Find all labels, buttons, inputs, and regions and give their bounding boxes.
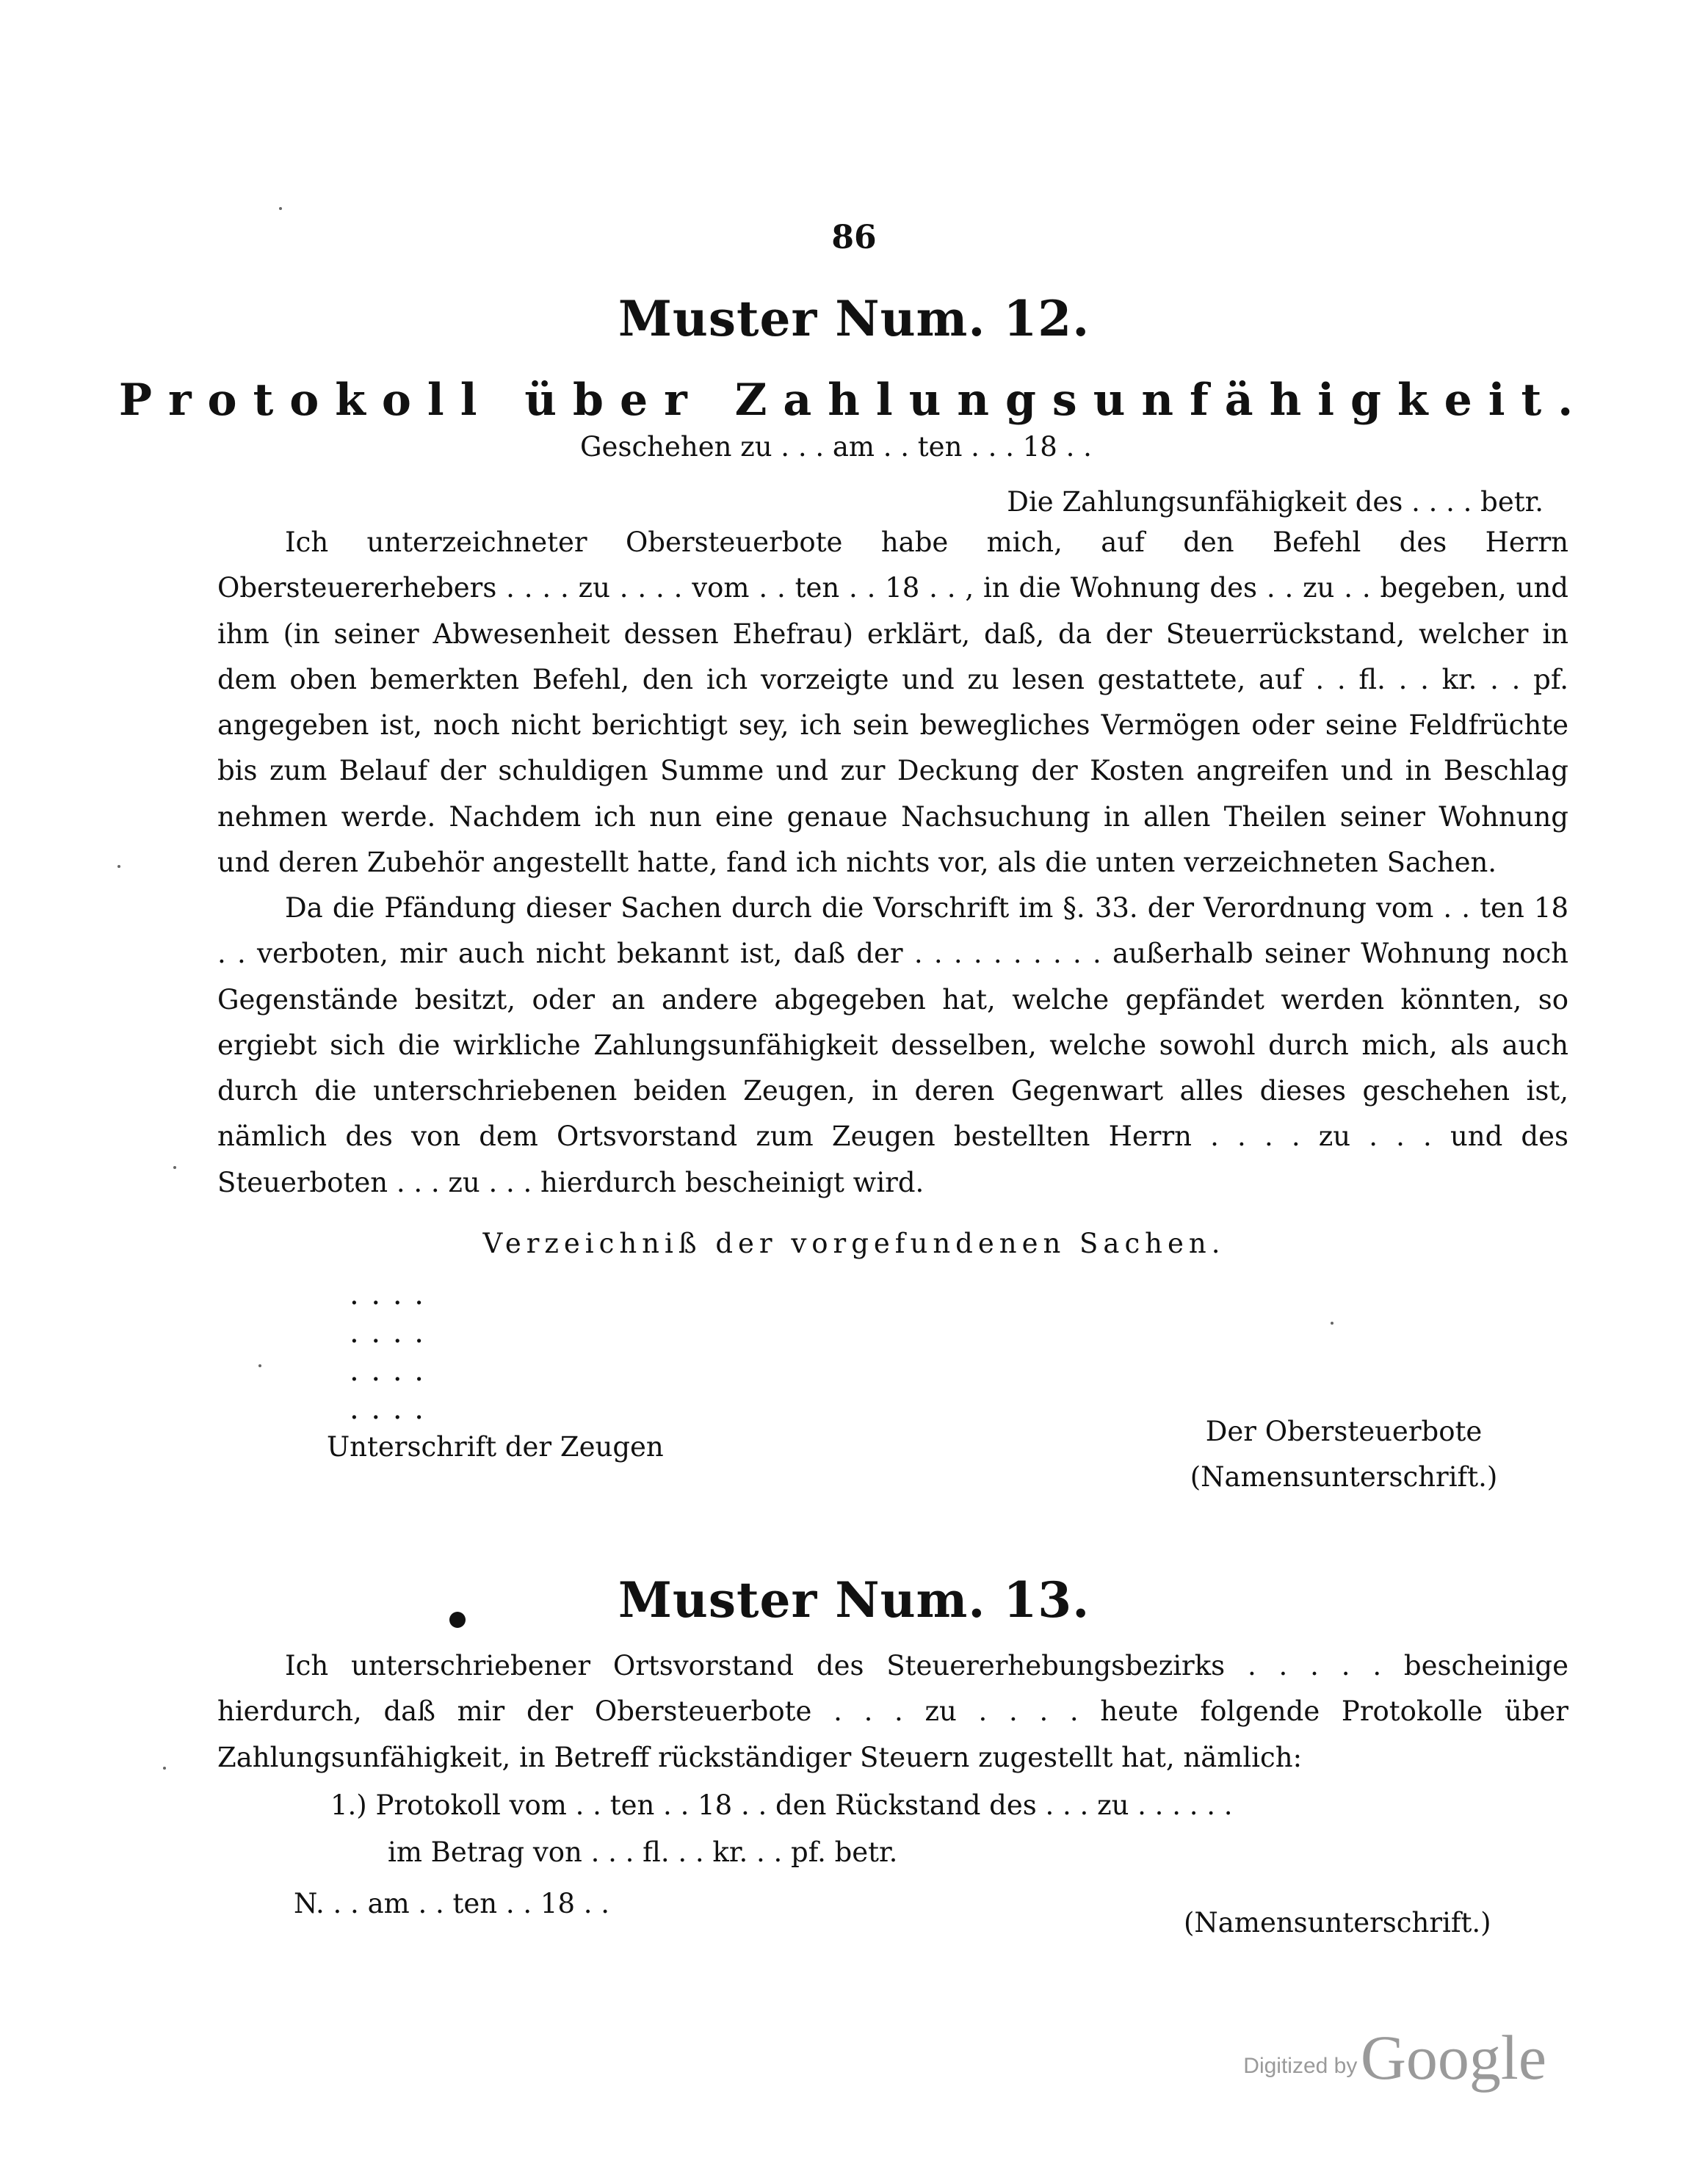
section12-place-date: Geschehen zu . . . am . . ten . . . 18 . . <box>580 431 1092 463</box>
scan-speck <box>173 1166 176 1169</box>
inventory-row: . . . . <box>350 1392 426 1426</box>
officer-label: Der Obersteuerbote <box>1205 1416 1483 1447</box>
scan-speck <box>279 207 282 210</box>
section12-title: Protokoll über Zahlungsunfähigkeit. <box>118 374 1590 426</box>
section13-heading: Muster Num. 13. <box>618 1571 1090 1629</box>
section12-heading: Muster Num. 12. <box>618 290 1090 347</box>
scan-speck <box>163 1767 166 1770</box>
section12-paragraph-1: Ich unterzeichneter Obersteuerbote habe mich, auf den Befehl des Herrn Obersteuererhebers . . . . zu . . . . vom . . ten . . 18 . . , in die Wohnung des . . zu . . begeben, und ihm (in seiner Abwesenheit dessen Ehefrau) erklärt, daß, da der Steuerrückstand, welcher in dem oben bemerkten Befehl, den ich vorzeigte und zu lesen gestattete, auf . . fl. . . kr. . . pf. angegeben ist, noch nicht berichtigt sey, ich sein bewegliches Vermögen oder seine Feldfrüchte bis zum Belauf der schuldigen Summe und zur Deckung der Kosten angreifen und in Beschlag nehmen werde. Nachdem ich nun eine genaue Nachsuchung in allen Theilen seiner Wohnung und deren Zubehör angestellt hatte, fand ich nichts vor, als die unten verzeichneten Sachen. <box>217 526 1568 879</box>
inventory-heading: Verzeichniß der vorgefundenen Sachen. <box>482 1228 1226 1259</box>
scan-speck <box>117 865 120 868</box>
scan-speck <box>258 1364 261 1367</box>
officer-signature: (Namensunterschrift.) <box>1190 1461 1498 1493</box>
inventory-row: . . . . <box>350 1278 426 1311</box>
section13-item-1-amount: im Betrag von . . . fl. . . kr. . . pf. betr. <box>388 1836 898 1868</box>
inventory-row: . . . . <box>350 1316 426 1350</box>
watermark-prefix: Digitized by <box>1243 2054 1358 2078</box>
digitized-by-google-watermark <box>1243 2021 1546 2094</box>
inventory-row: . . . . <box>350 1354 426 1388</box>
section12-subject: Die Zahlungsunfähigkeit des . . . . betr. <box>1007 486 1544 518</box>
scan-speck <box>1331 1322 1334 1325</box>
section12-paragraph-2: Da die Pfändung dieser Sachen durch die Vorschrift im §. 33. der Verordnung vom . . ten 18 . . verboten, mir auch nicht bekannt ist, daß der . . . . . . . . . . außerhalb seiner Wohnung noch Gegenstände besitzt, oder an andere abgegeben hat, welche gepfändet werden könnten, so ergiebt sich die wirkliche Zahlungsunfähigkeit desselben, welche sowohl durch mich, als auch durch die unterschriebenen beiden Zeugen, in deren Gegenwart alles dieses geschehen ist, nämlich des von dem Ortsvorstand zum Zeugen bestellten Herrn . . . . zu . . . und des Steuerboten . . . zu . . . hierdurch bescheinigt wird. <box>217 892 1568 1198</box>
witnesses-label: Unterschrift der Zeugen <box>327 1431 664 1463</box>
section13-item-1: 1.) Protokoll vom . . ten . . 18 . . den Rückstand des . . . zu . . . . . . <box>330 1789 1233 1821</box>
section13-signature: (Namensunterschrift.) <box>1184 1907 1491 1938</box>
page-number: 86 <box>831 219 877 256</box>
section13-place-date: N. . . am . . ten . . 18 . . <box>294 1888 610 1919</box>
section13-paragraph: Ich unterschriebener Ortsvorstand des Steuererhebungsbezirks . . . . . bescheinige hierdurch, daß mir der Obersteuerbote . . . zu . . . . heute folgende Protokolle über Zahlungsunfähigkeit, in Betreff rückständiger Steuern zugestellt hat, nämlich: <box>217 1650 1568 1773</box>
watermark-brand: Google <box>1360 2022 1546 2093</box>
